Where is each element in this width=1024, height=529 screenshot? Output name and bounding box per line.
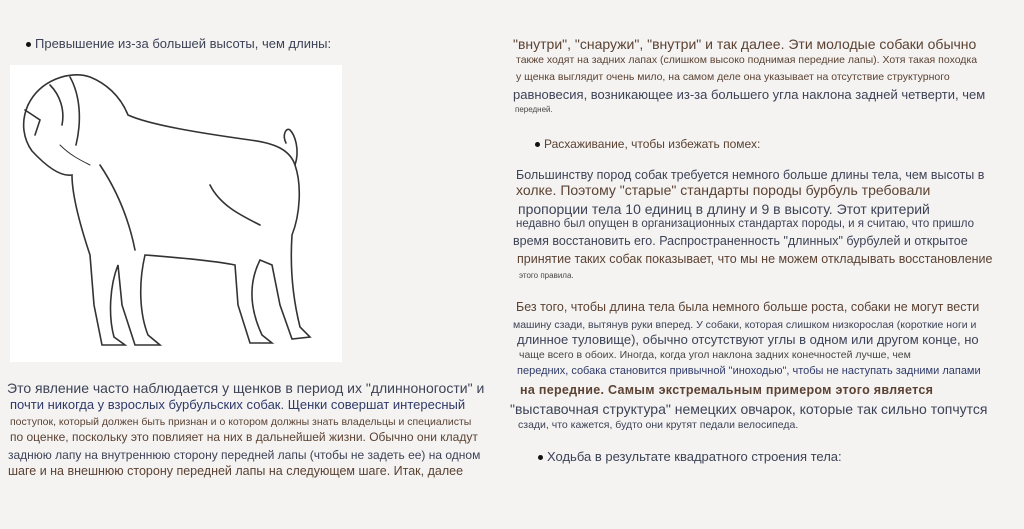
text-line: длинное туловище), обычно отсутствуют углы в одном или другом конце, но	[517, 332, 979, 347]
text-line: у щенка выглядит очень мило, на самом деле она указывает на отсутствие структурного	[516, 71, 950, 83]
text-line: поступок, который должен быть признан и о котором должны знать владельцы и специалисты	[10, 416, 472, 428]
text-line: передней.	[515, 105, 553, 114]
bullet-item	[535, 137, 760, 151]
text-line: сзади, что кажется, будто они крутят педали велосипеда.	[518, 419, 799, 431]
text-line: Это явление часто наблюдается у щенков в период их "длинноногости" и	[7, 380, 485, 396]
bullet-text: Расхаживание, чтобы избежать помех:	[544, 137, 761, 151]
bullet-icon	[535, 142, 540, 147]
text-line: принятие таких собак показывает, что мы не можем откладывать восстановление	[517, 252, 993, 266]
bullet-text: Ходьба в результате квадратного строения тела:	[547, 449, 842, 464]
text-line: Без того, чтобы длина тела была немного больше роста, собаки не могут вести	[516, 300, 980, 314]
text-line: на передние. Самым экстремальным примером этого является	[520, 383, 934, 397]
text-line: заднюю лапу на внутреннюю сторону передней лапы (чтобы не задеть ее) на одном	[8, 448, 481, 462]
text-line: чаще всего в обоих. Иногда, когда угол наклона задних конечностей лучше, чем	[519, 349, 911, 361]
bullet-item	[26, 36, 331, 52]
text-line: почти никогда у взрослых бурбульских собак. Щенки совершат интересный	[10, 397, 466, 412]
text-line: также ходят на задних лапах (слишком высоко поднимая передние лапы). Хотя такая походка	[516, 54, 978, 66]
bullet-icon	[26, 42, 31, 47]
bullet-item	[538, 449, 842, 465]
text-line: по оценке, поскольку это повлияет на них в дальнейшей жизни. Обычно они кладут	[10, 430, 478, 444]
text-line: холке. Поэтому "старые" стандарты породы бурбуль требовали	[516, 182, 931, 198]
text-line: "внутри", "снаружи", "внутри" и так далее. Эти молодые собаки обычно	[513, 36, 977, 52]
text-line: пропорции тела 10 единиц в длину и 9 в высоту. Этот критерий	[518, 201, 930, 217]
text-line: шаге и на внешнюю сторону передней лапы на следующем шаге. Итак, далее	[8, 464, 464, 478]
dog-illustration	[10, 65, 342, 362]
text-line: время восстановить его. Распространенность "длинных" бурбулей и открытое	[513, 234, 968, 248]
text-line: передних, собака становится привычной "иноходью", чтобы не наступать задними лапами	[517, 365, 981, 377]
text-line: "выставочная структура" немецких овчарок, которые так сильно топчутся	[510, 401, 988, 417]
text-line: равновесия, возникающее из-за большего угла наклона задней четверти, чем	[513, 87, 986, 102]
text-line: недавно был опущен в организационных стандартах породы, и я считаю, что пришло	[516, 218, 974, 230]
text-line: машину сзади, вытянув руки вперед. У собаки, которая слишком низкорослая (короткие ноги и	[513, 319, 977, 331]
bullet-text: Превышение из-за большей высоты, чем длины:	[35, 36, 332, 51]
text-line: этого правила.	[519, 271, 574, 280]
text-line: Большинству пород собак требуется немного больше длины тела, чем высоты в	[516, 168, 985, 182]
bullet-icon	[538, 455, 543, 460]
